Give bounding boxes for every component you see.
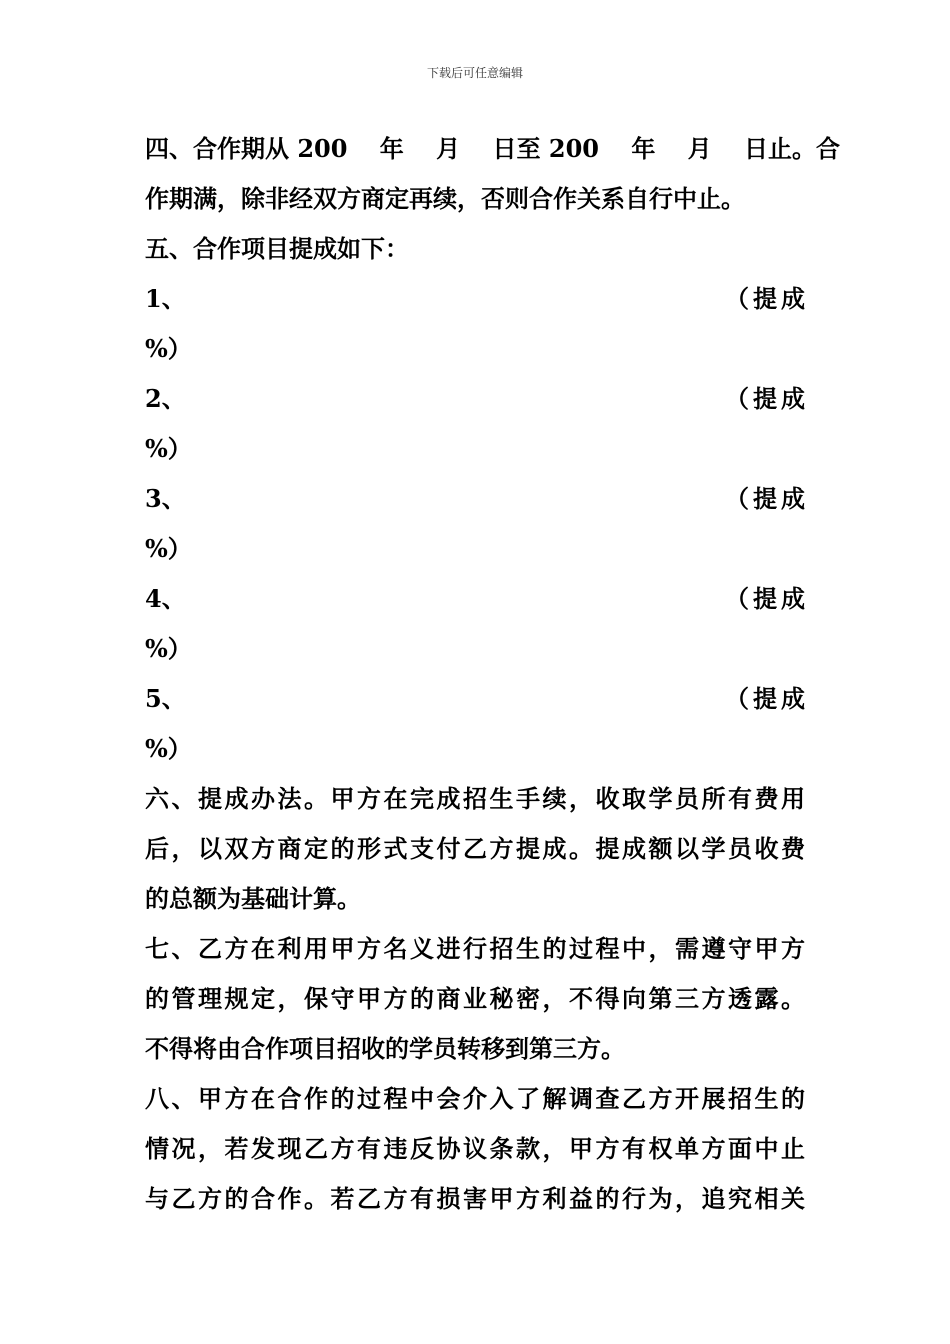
commission-label: （提成 [725, 584, 809, 613]
clause-5-item-4 [145, 574, 809, 624]
clause-6-line-2: 后，以双方商定的形式支付乙方提成。提成额以学员收费 [145, 834, 805, 863]
clause-8-line-1: 八、甲方在合作的过程中会介入了解调查乙方开展招生的 [145, 1084, 805, 1113]
clause-5-item-2 [145, 374, 809, 424]
item-number: 1、 [145, 284, 186, 313]
clause-5-item-1 [145, 274, 809, 324]
clause-8-line-2: 情况，若发现乙方有违反协议条款，甲方有权单方面中止 [145, 1134, 805, 1163]
clause-7-line-3: 不得将由合作项目招收的学员转移到第三方。 [145, 1034, 625, 1063]
commission-label: （提成 [725, 484, 809, 513]
item-1-percent: %） [145, 334, 192, 363]
clause-4-line-1: 四、合作期从 200 年 月 日至 200 年 月 日止。合 [145, 134, 841, 163]
commission-label: （提成 [725, 284, 809, 313]
page-header-note: 下载后可任意编辑 [426, 66, 523, 80]
clause-6-line-1: 六、提成办法。甲方在完成招生手续，收取学员所有费用 [145, 784, 805, 813]
clause-8-line-3: 与乙方的合作。若乙方有损害甲方利益的行为，追究相关 [145, 1184, 805, 1213]
item-2-percent: %） [145, 434, 192, 463]
item-4-percent: %） [145, 634, 192, 663]
item-5-percent: %） [145, 734, 192, 763]
clause-5-title: 五、合作项目提成如下： [145, 234, 409, 263]
clause-4-line-2: 作期满，除非经双方商定再续，否则合作关系自行中止。 [145, 184, 745, 213]
clause-7-line-2: 的管理规定，保守甲方的商业秘密，不得向第三方透露。 [145, 984, 805, 1013]
commission-label: （提成 [725, 384, 809, 413]
item-3-percent: %） [145, 534, 192, 563]
clause-5-item-5 [145, 674, 809, 724]
commission-label: （提成 [725, 684, 809, 713]
item-number: 2、 [145, 384, 186, 413]
item-number: 3、 [145, 484, 186, 513]
document-body [145, 124, 841, 1224]
clause-6-line-3: 的总额为基础计算。 [145, 884, 361, 913]
clause-5-item-3 [145, 474, 809, 524]
clause-7-line-1: 七、乙方在利用甲方名义进行招生的过程中，需遵守甲方 [145, 934, 805, 963]
item-number: 5、 [145, 684, 186, 713]
item-number: 4、 [145, 584, 186, 613]
